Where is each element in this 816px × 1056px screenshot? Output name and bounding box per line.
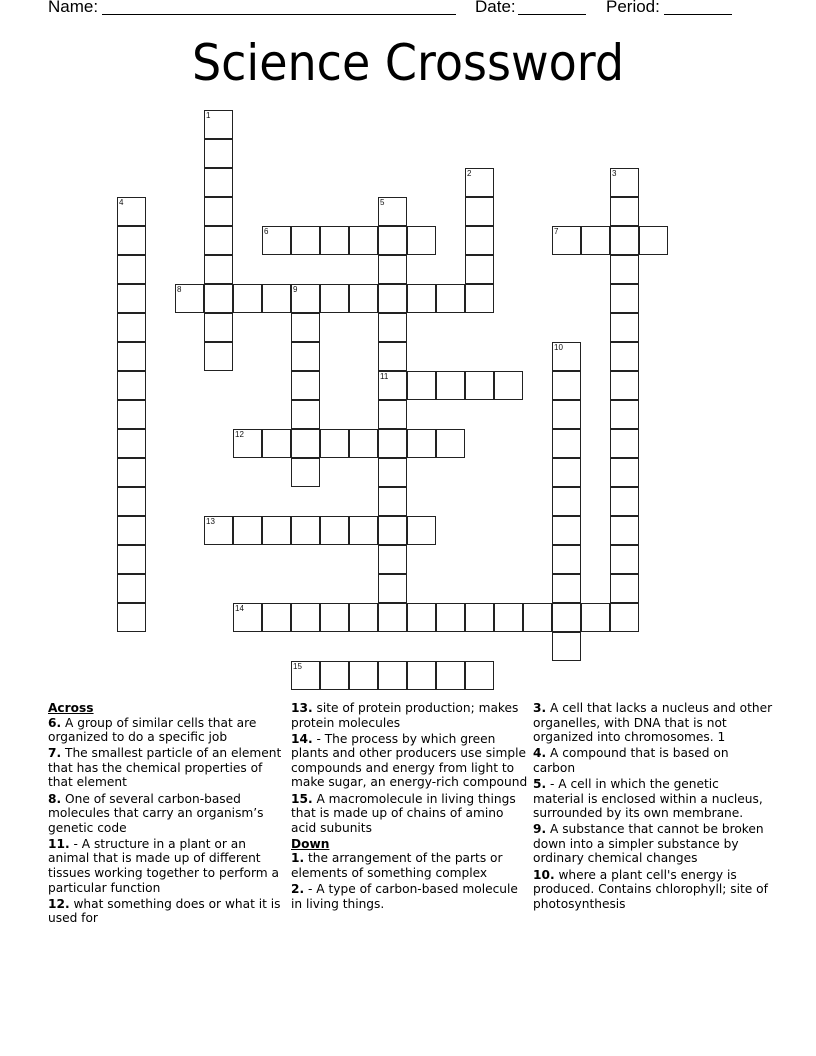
crossword-cell[interactable] — [175, 284, 204, 313]
crossword-cell[interactable] — [378, 313, 407, 342]
clue-down-2 — [291, 882, 531, 911]
crossword-cell[interactable] — [436, 429, 465, 458]
clue-number: 3. — [533, 701, 547, 715]
crossword-cell[interactable] — [465, 284, 494, 313]
crossword-cell[interactable] — [610, 284, 639, 313]
clue-number: 1. — [291, 851, 305, 866]
crossword-cell[interactable] — [465, 168, 494, 197]
clue-across-14 — [291, 732, 531, 790]
clue-number: 6. — [48, 715, 62, 730]
crossword-cell[interactable] — [552, 632, 581, 661]
clue-text: A compound that is based on carbon — [533, 746, 729, 775]
crossword-cell[interactable] — [204, 110, 233, 139]
crossword-cell[interactable] — [291, 429, 320, 458]
clue-number: 9. — [533, 822, 547, 837]
crossword-cell[interactable] — [610, 371, 639, 400]
crossword-cell[interactable] — [610, 545, 639, 574]
crossword-cell[interactable] — [204, 139, 233, 168]
crossword-cell[interactable] — [204, 226, 233, 255]
clue-down-9 — [533, 822, 773, 866]
clues-column-2 — [291, 701, 531, 913]
clue-text: - The process by which green plants and other producers use simple compounds and energy from light to make sugar, an energy-rich compound — [291, 731, 528, 790]
cell-number: 11 — [380, 372, 389, 381]
crossword-cell[interactable] — [407, 661, 436, 690]
crossword-cell[interactable] — [552, 342, 581, 371]
crossword-cell[interactable] — [262, 603, 291, 632]
clue-down-4 — [533, 746, 773, 775]
cell-number: 10 — [554, 343, 563, 352]
clue-across-7 — [48, 746, 288, 790]
crossword-cell[interactable] — [291, 313, 320, 342]
crossword-cell[interactable] — [117, 458, 146, 487]
crossword-cell[interactable] — [291, 226, 320, 255]
cell-number: 2 — [467, 169, 472, 178]
clue-number: 2. — [291, 882, 305, 897]
crossword-cell[interactable] — [117, 255, 146, 284]
crossword-cell[interactable] — [378, 661, 407, 690]
clue-down-5 — [533, 777, 773, 821]
crossword-cell[interactable] — [610, 574, 639, 603]
crossword-cell[interactable] — [378, 487, 407, 516]
crossword-cell[interactable] — [610, 255, 639, 284]
crossword-cell[interactable] — [291, 371, 320, 400]
crossword-cell[interactable] — [465, 371, 494, 400]
crossword-cell[interactable] — [378, 400, 407, 429]
clue-number: 12. — [48, 896, 70, 911]
clue-text: A macromolecule in living things that is made up of chains of amino acid subunits — [291, 791, 516, 835]
clue-across-15 — [291, 792, 531, 836]
crossword-cell[interactable] — [436, 371, 465, 400]
crossword-cell[interactable] — [204, 284, 233, 313]
crossword-cell[interactable] — [117, 284, 146, 313]
cell-number: 12 — [235, 430, 244, 439]
crossword-cell[interactable] — [204, 197, 233, 226]
crossword-cell[interactable] — [610, 400, 639, 429]
crossword-cell[interactable] — [378, 516, 407, 545]
crossword-cell[interactable] — [610, 458, 639, 487]
crossword-cell[interactable] — [610, 603, 639, 632]
crossword-cell[interactable] — [610, 168, 639, 197]
crossword-cell[interactable] — [117, 371, 146, 400]
crossword-cell[interactable] — [552, 226, 581, 255]
crossword-cell[interactable] — [117, 313, 146, 342]
clue-across-11 — [48, 837, 288, 895]
crossword-cell[interactable] — [117, 574, 146, 603]
crossword-cell[interactable] — [465, 603, 494, 632]
clue-number: 8. — [48, 791, 62, 806]
crossword-cell[interactable] — [291, 516, 320, 545]
crossword-cell[interactable] — [436, 603, 465, 632]
cell-number: 15 — [293, 662, 302, 671]
cell-number: 4 — [119, 198, 124, 207]
crossword-cell[interactable] — [465, 226, 494, 255]
crossword-cell[interactable] — [552, 458, 581, 487]
crossword-cell[interactable] — [378, 284, 407, 313]
crossword-cell[interactable] — [204, 313, 233, 342]
crossword-cell[interactable] — [407, 226, 436, 255]
clue-text: The smallest particle of an element that has the chemical properties of that element — [48, 746, 282, 790]
crossword-cell[interactable] — [407, 429, 436, 458]
cell-number: 7 — [554, 227, 559, 236]
crossword-cell[interactable] — [117, 487, 146, 516]
crossword-cell[interactable] — [378, 429, 407, 458]
crossword-cell[interactable] — [204, 255, 233, 284]
clue-number: 11. — [48, 836, 70, 851]
clue-number: 13. — [291, 701, 313, 715]
cell-number: 8 — [177, 285, 182, 294]
crossword-cell[interactable] — [407, 603, 436, 632]
crossword-cell[interactable] — [436, 661, 465, 690]
crossword-cell[interactable] — [378, 545, 407, 574]
crossword-cell[interactable] — [233, 284, 262, 313]
crossword-cell[interactable] — [407, 371, 436, 400]
clue-text: A cell that lacks a nucleus and other organelles, with DNA that is not organized into chromosomes. 1 — [533, 701, 773, 745]
crossword-cell[interactable] — [378, 255, 407, 284]
crossword-cell[interactable] — [233, 603, 262, 632]
crossword-cell[interactable] — [610, 197, 639, 226]
crossword-cell[interactable] — [204, 516, 233, 545]
crossword-cell[interactable] — [494, 603, 523, 632]
clue-text: site of protein production; makes protein molecules — [291, 701, 519, 730]
crossword-cell[interactable] — [117, 429, 146, 458]
crossword-cell[interactable] — [465, 255, 494, 284]
crossword-cell[interactable] — [349, 284, 378, 313]
crossword-cell[interactable] — [639, 226, 668, 255]
crossword-cell[interactable] — [436, 284, 465, 313]
clue-text: One of several carbon-based molecules that carry an organism’s genetic code — [48, 791, 264, 835]
crossword-cell[interactable] — [552, 371, 581, 400]
crossword-cell[interactable] — [552, 603, 581, 632]
clue-text: - A structure in a plant or an animal that is made up of different tissues working together to perform a particular function — [48, 836, 279, 895]
crossword-cell[interactable] — [378, 574, 407, 603]
crossword-cell[interactable] — [407, 516, 436, 545]
clue-number: 4. — [533, 746, 547, 761]
clue-number: 10. — [533, 867, 555, 882]
crossword-cell[interactable] — [291, 603, 320, 632]
cell-number: 13 — [206, 517, 215, 526]
crossword-cell[interactable] — [465, 197, 494, 226]
crossword-cell[interactable] — [610, 487, 639, 516]
cell-number: 14 — [235, 604, 244, 613]
crossword-cell[interactable] — [262, 226, 291, 255]
crossword-cell[interactable] — [291, 400, 320, 429]
clue-number: 14. — [291, 731, 313, 746]
crossword-cell[interactable] — [581, 226, 610, 255]
crossword-cell[interactable] — [320, 429, 349, 458]
crossword-cell[interactable] — [204, 342, 233, 371]
crossword-cell[interactable] — [552, 429, 581, 458]
crossword-cell[interactable] — [378, 371, 407, 400]
crossword-cell[interactable] — [523, 603, 552, 632]
crossword-cell[interactable] — [494, 371, 523, 400]
crossword-cell[interactable] — [610, 516, 639, 545]
crossword-cell[interactable] — [378, 197, 407, 226]
crossword-cell[interactable] — [581, 603, 610, 632]
clue-down-10 — [533, 868, 773, 912]
crossword-cell[interactable] — [349, 603, 378, 632]
crossword-cell[interactable] — [349, 226, 378, 255]
period-label: Period: — [606, 0, 660, 16]
crossword-cell[interactable] — [610, 429, 639, 458]
page-title: Science Crossword — [191, 34, 625, 92]
crossword-cell[interactable] — [552, 487, 581, 516]
clue-text: - A type of carbon-based molecule in living things. — [291, 882, 518, 911]
clue-text: where a plant cell's energy is produced. Contains chlorophyll; site of photosynthesis — [533, 867, 768, 911]
crossword-cell[interactable] — [349, 429, 378, 458]
date-label: Date: — [475, 0, 516, 16]
cell-number: 6 — [264, 227, 269, 236]
crossword-cell[interactable] — [233, 516, 262, 545]
crossword-cell[interactable] — [610, 313, 639, 342]
clue-down-1 — [291, 851, 531, 880]
crossword-cell[interactable] — [291, 661, 320, 690]
cell-number: 3 — [612, 169, 617, 178]
crossword-cell[interactable] — [349, 661, 378, 690]
clue-across-6 — [48, 716, 288, 745]
crossword-cell[interactable] — [291, 284, 320, 313]
clues-column-3 — [533, 701, 773, 913]
crossword-cell[interactable] — [320, 284, 349, 313]
clue-across-13 — [291, 701, 531, 730]
crossword-cell[interactable] — [117, 342, 146, 371]
clue-across-12 — [48, 897, 288, 926]
crossword-cell[interactable] — [262, 429, 291, 458]
across-heading: Across — [48, 701, 94, 715]
crossword-cell[interactable] — [552, 574, 581, 603]
crossword-cell[interactable] — [291, 342, 320, 371]
cell-number: 1 — [206, 111, 211, 120]
crossword-cell[interactable] — [378, 458, 407, 487]
crossword-cell[interactable] — [552, 400, 581, 429]
clues-column-1 — [48, 701, 288, 927]
crossword-cell[interactable] — [552, 516, 581, 545]
clue-number: 5. — [533, 776, 547, 791]
cell-number: 5 — [380, 198, 385, 207]
down-heading: Down — [291, 836, 330, 851]
crossword-cell[interactable] — [117, 400, 146, 429]
clue-text: what something does or what it is used for — [48, 896, 281, 926]
crossword-cell[interactable] — [117, 603, 146, 632]
clue-text: A substance that cannot be broken down into a simpler substance by ordinary chemical changes — [533, 822, 764, 866]
crossword-cell[interactable] — [291, 458, 320, 487]
name-label: Name: — [48, 0, 99, 16]
clue-down-3 — [533, 701, 773, 745]
crossword-cell[interactable] — [117, 197, 146, 226]
crossword-cell[interactable] — [378, 226, 407, 255]
crossword-cell[interactable] — [552, 545, 581, 574]
clue-across-8 — [48, 792, 288, 836]
crossword-cell[interactable] — [117, 545, 146, 574]
crossword-cell[interactable] — [262, 284, 291, 313]
crossword-cell[interactable] — [610, 342, 639, 371]
clue-number: 7. — [48, 746, 62, 761]
clue-number: 15. — [291, 791, 313, 806]
crossword-cell[interactable] — [117, 226, 146, 255]
crossword-cell[interactable] — [204, 168, 233, 197]
crossword-cell[interactable] — [320, 661, 349, 690]
crossword-cell[interactable] — [465, 661, 494, 690]
crossword-cell[interactable] — [349, 516, 378, 545]
crossword-cell[interactable] — [320, 226, 349, 255]
clue-text: the arrangement of the parts or elements of something complex — [291, 851, 503, 881]
crossword-cell[interactable] — [262, 516, 291, 545]
crossword-cell[interactable] — [610, 226, 639, 255]
cell-number: 9 — [293, 285, 298, 294]
crossword-cell[interactable] — [378, 342, 407, 371]
clue-text: - A cell in which the genetic material is enclosed within a nucleus, surrounded by its own membrane. — [533, 776, 763, 821]
clue-text: A group of similar cells that are organized to do a specific job — [48, 715, 257, 745]
crossword-cell[interactable] — [320, 603, 349, 632]
crossword-cell[interactable] — [233, 429, 262, 458]
crossword-cell[interactable] — [320, 516, 349, 545]
crossword-cell[interactable] — [378, 603, 407, 632]
crossword-cell[interactable] — [407, 284, 436, 313]
crossword-cell[interactable] — [117, 516, 146, 545]
